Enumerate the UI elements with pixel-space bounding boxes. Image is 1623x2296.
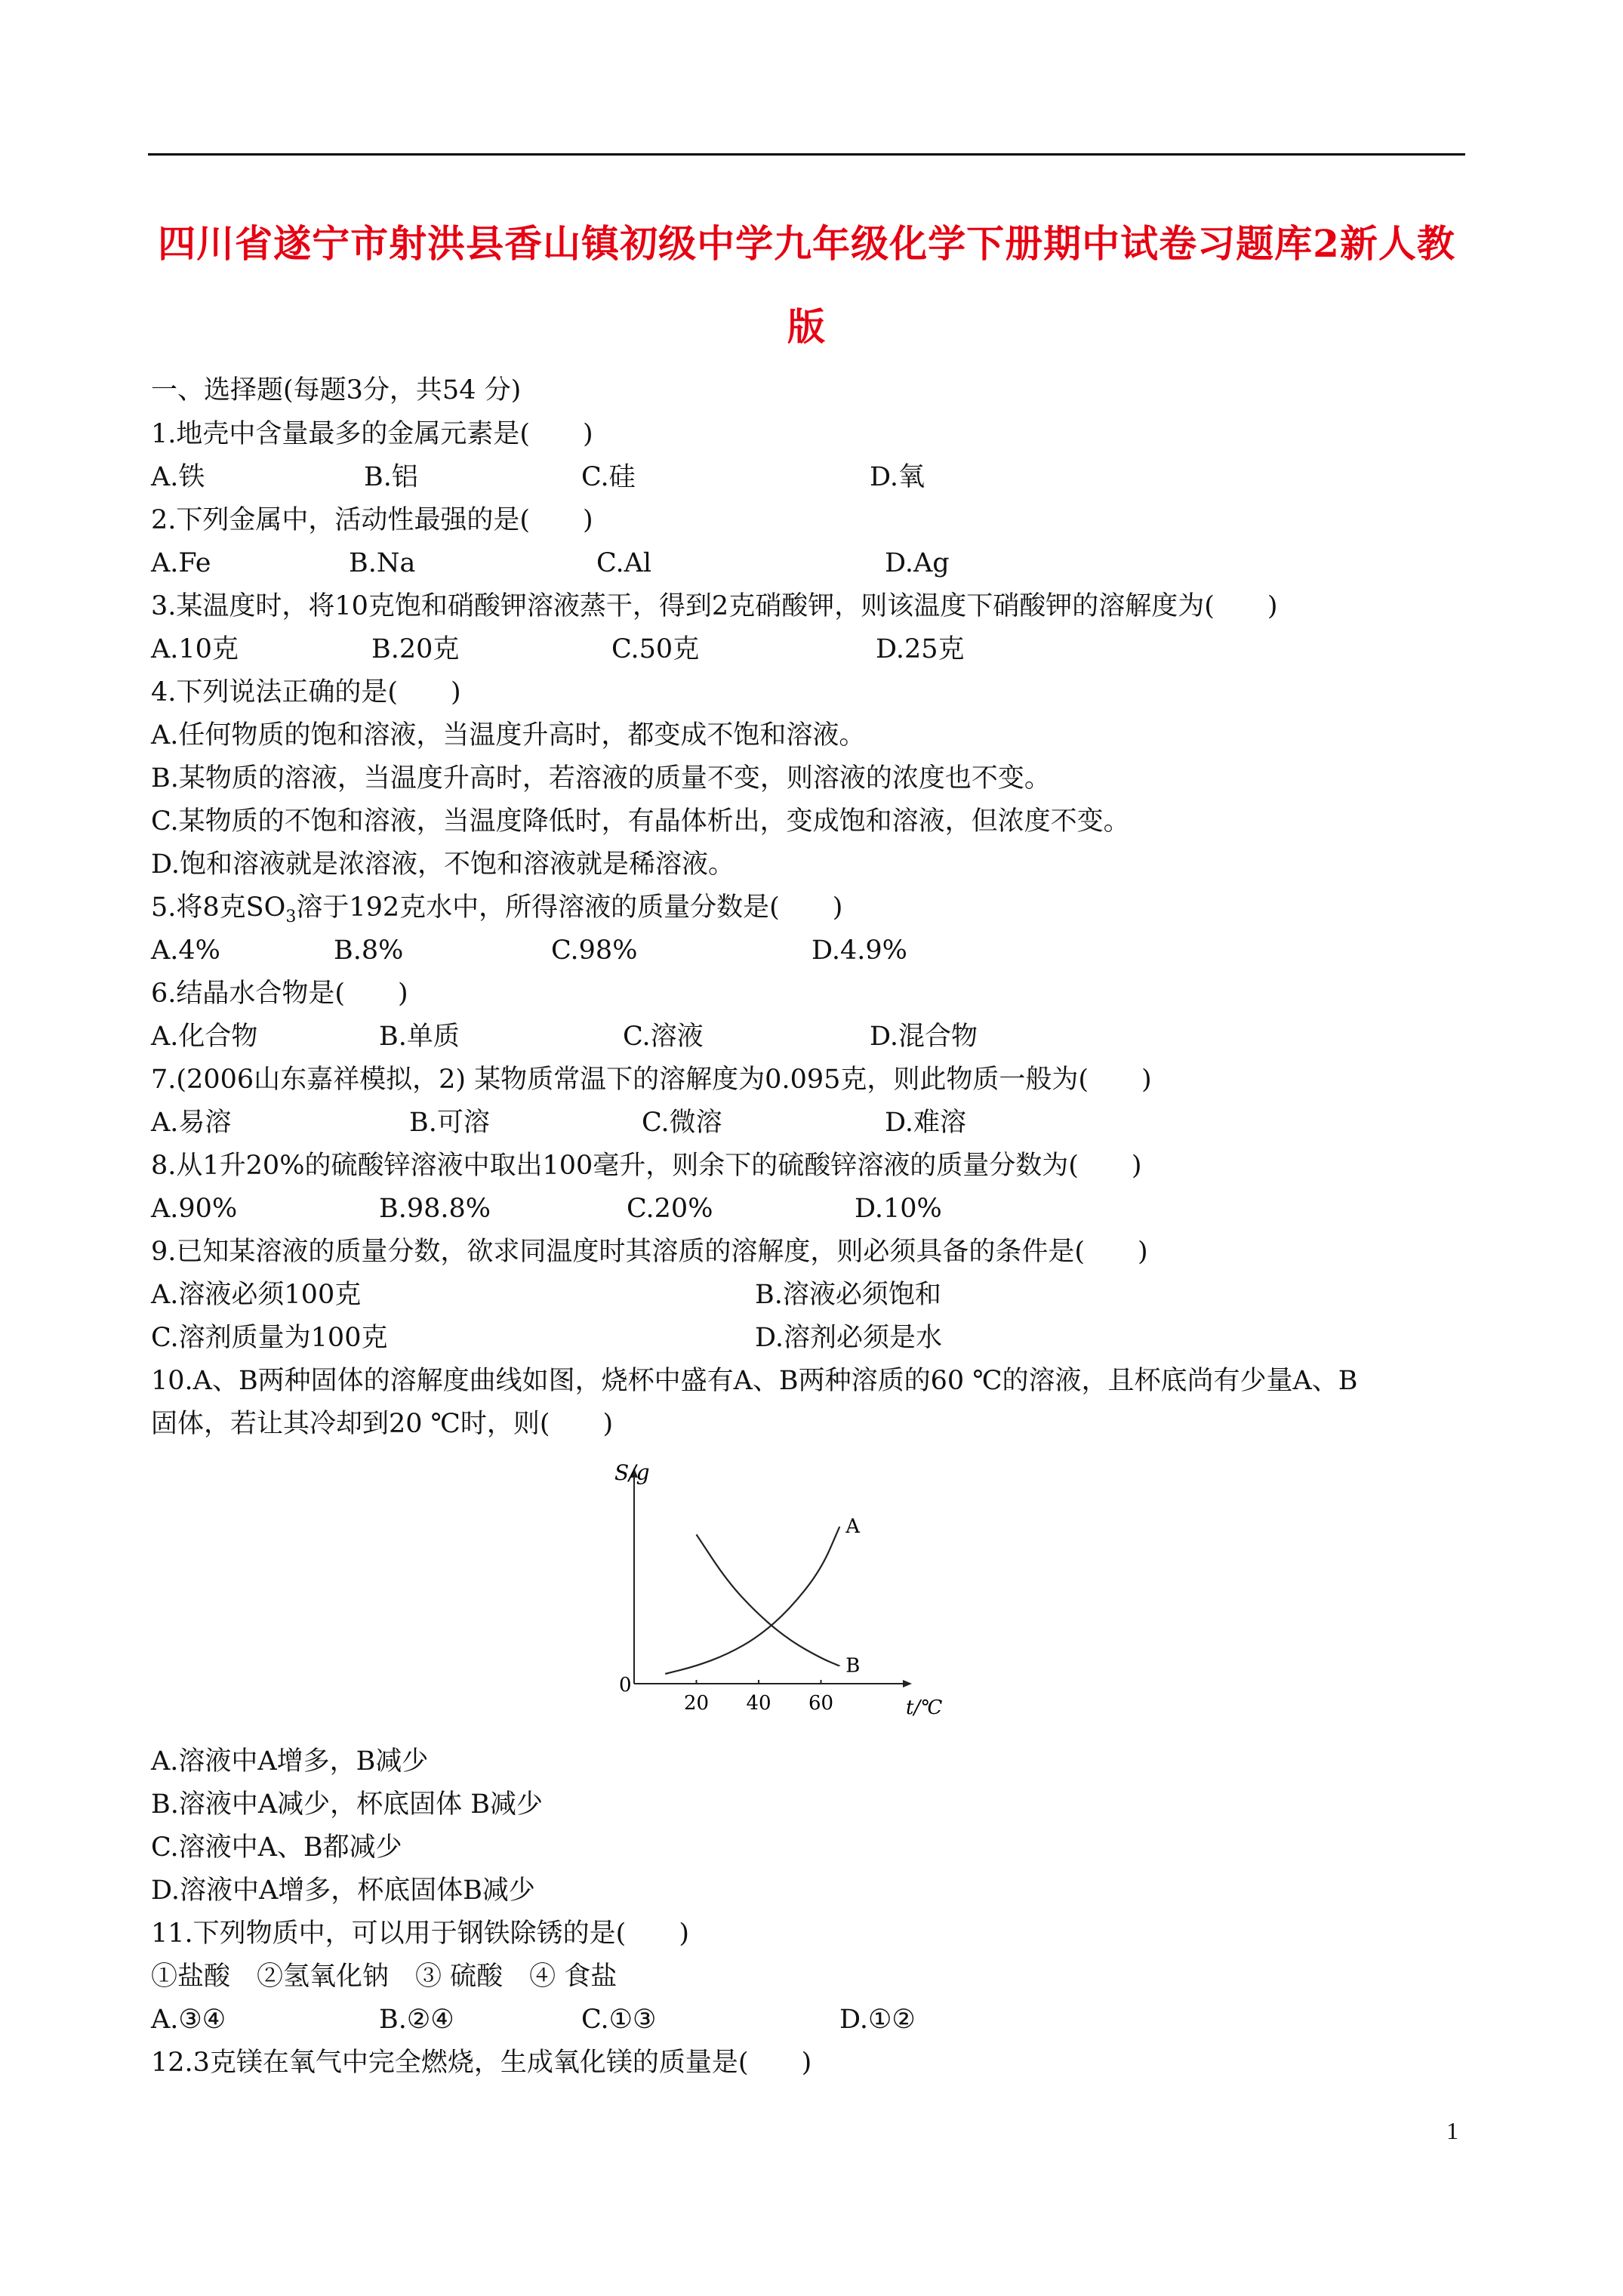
question-7-stem: 7.(2006山东嘉祥模拟，2) 某物质常温下的溶解度为0.095克，则此物质一般为( ) xyxy=(151,1065,1152,1095)
option: D.混合物 xyxy=(870,1022,978,1052)
option: A.4% xyxy=(151,935,220,966)
option: B.Na xyxy=(349,548,416,578)
x-axis-label: t/℃ xyxy=(906,1697,943,1719)
question-5-stem xyxy=(151,890,842,935)
series-a-curve xyxy=(665,1527,839,1674)
question-10-stem: 10.A、B两种固体的溶解度曲线如图，烧杯中盛有A、B两种溶质的60 ℃的溶液，且杯底尚有少量A、B xyxy=(151,1366,1358,1396)
series-a-label: A xyxy=(845,1515,861,1538)
option: C.50克 xyxy=(611,634,700,664)
option: D.溶剂必须是水 xyxy=(755,1323,942,1353)
y-axis-label: S/g xyxy=(614,1460,650,1485)
option: D.Ag xyxy=(885,548,950,578)
question-9-stem: 9.已知某溶液的质量分数，欲求同温度时其溶质的溶解度，则必须具备的条件是( ) xyxy=(151,1237,1148,1267)
option: A.任何物质的饱和溶液，当温度升高时，都变成不饱和溶液。 xyxy=(151,720,866,750)
option: B.溶液中A减少，杯底固体 B减少 xyxy=(151,1789,543,1820)
option: B.溶液必须饱和 xyxy=(755,1280,941,1310)
option: B.铝 xyxy=(364,462,418,492)
option: A.铁 xyxy=(151,462,205,492)
option: C.98% xyxy=(551,935,638,966)
question-5-stem-post: 溶于192克水中，所得溶液的质量分数是( ) xyxy=(296,892,843,923)
question-12-stem: 12.3克镁在氧气中完全燃烧，生成氧化镁的质量是( ) xyxy=(151,2048,812,2078)
option: D.氧 xyxy=(870,462,925,492)
series-b-label: B xyxy=(845,1654,861,1678)
question-3-stem: 3.某温度时，将10克饱和硝酸钾溶液蒸干，得到2克硝酸钾，则该温度下硝酸钾的溶解度为( ) xyxy=(151,591,1278,621)
option: D.①② xyxy=(839,2005,916,2035)
option: C.①③ xyxy=(581,2005,657,2035)
option: C.溶液中A、B都减少 xyxy=(151,1832,402,1863)
option: B.20克 xyxy=(371,634,460,664)
option: B.单质 xyxy=(379,1022,460,1052)
header-rule xyxy=(148,153,1465,156)
option: C.Al xyxy=(596,548,652,578)
option: A.化合物 xyxy=(151,1022,258,1052)
option: D.难溶 xyxy=(885,1108,966,1138)
question-1-stem: 1.地壳中含量最多的金属元素是( ) xyxy=(151,419,593,449)
solubility-chart xyxy=(581,1457,944,1729)
question-4-stem: 4.下列说法正确的是( ) xyxy=(151,677,461,707)
option: A.溶液中A增多，B减少 xyxy=(151,1746,429,1777)
option: B.98.8% xyxy=(379,1194,491,1224)
option: D.10% xyxy=(855,1194,942,1224)
x-tick-label: 20 xyxy=(683,1692,710,1715)
x-axis-arrow xyxy=(903,1680,912,1687)
option: D.25克 xyxy=(876,634,965,664)
page-number: 1 xyxy=(1446,2117,1458,2144)
option: B.某物质的溶液，当温度升高时，若溶液的质量不变，则溶液的浓度也不变。 xyxy=(151,763,1051,794)
question-6-stem: 6.结晶水合物是( ) xyxy=(151,978,408,1009)
subscript: 3 xyxy=(285,908,297,926)
question-10-stem-continued: 固体，若让其冷却到20 ℃时，则( ) xyxy=(151,1409,614,1439)
option: C.溶液 xyxy=(623,1022,704,1052)
question-2-stem: 2.下列金属中，活动性最强的是( ) xyxy=(151,505,593,535)
origin-label: 0 xyxy=(619,1674,632,1697)
page-title: 四川省遂宁市射洪县香山镇初级中学九年级化学下册期中试卷习题库2新人教版 xyxy=(158,221,1455,349)
option: C.微溶 xyxy=(642,1108,722,1138)
section-heading: 一、选择题(每题3分，共54 分) xyxy=(151,375,522,405)
option: C.20% xyxy=(627,1194,713,1224)
series-b-curve xyxy=(697,1534,840,1666)
option: D.饱和溶液就是浓溶液，不饱和溶液就是稀溶液。 xyxy=(151,849,735,880)
x-tick-label: 40 xyxy=(746,1692,771,1715)
option: A.溶液必须100克 xyxy=(151,1280,362,1310)
question-5-stem-pre: 5.将8克SO xyxy=(151,892,286,923)
option: C.溶剂质量为100克 xyxy=(151,1323,388,1353)
option: C.某物质的不饱和溶液，当温度降低时，有晶体析出，变成饱和溶液，但浓度不变。 xyxy=(151,806,1130,837)
option: A.10克 xyxy=(151,634,239,664)
question-11-stem: 11.下列物质中，可以用于钢铁除锈的是( ) xyxy=(151,1918,689,1949)
option: A.Fe xyxy=(151,548,211,578)
option: D.4.9% xyxy=(812,935,907,966)
option: B.8% xyxy=(334,935,404,966)
x-tick-label: 60 xyxy=(808,1692,834,1715)
option: A.90% xyxy=(151,1194,238,1224)
option: C.硅 xyxy=(581,462,636,492)
option: B.可溶 xyxy=(409,1108,490,1138)
option: D.溶液中A增多，杯底固体B减少 xyxy=(151,1875,535,1906)
option: B.②④ xyxy=(379,2005,454,2035)
question-8-stem: 8.从1升20%的硫酸锌溶液中取出100毫升，则余下的硫酸锌溶液的质量分数为( ) xyxy=(151,1151,1142,1181)
option: A.③④ xyxy=(151,2005,226,2035)
option: A.易溶 xyxy=(151,1108,232,1138)
question-11-choices: ①盐酸 ②氢氧化钠 ③ 硫酸 ④ 食盐 xyxy=(151,1962,617,1992)
